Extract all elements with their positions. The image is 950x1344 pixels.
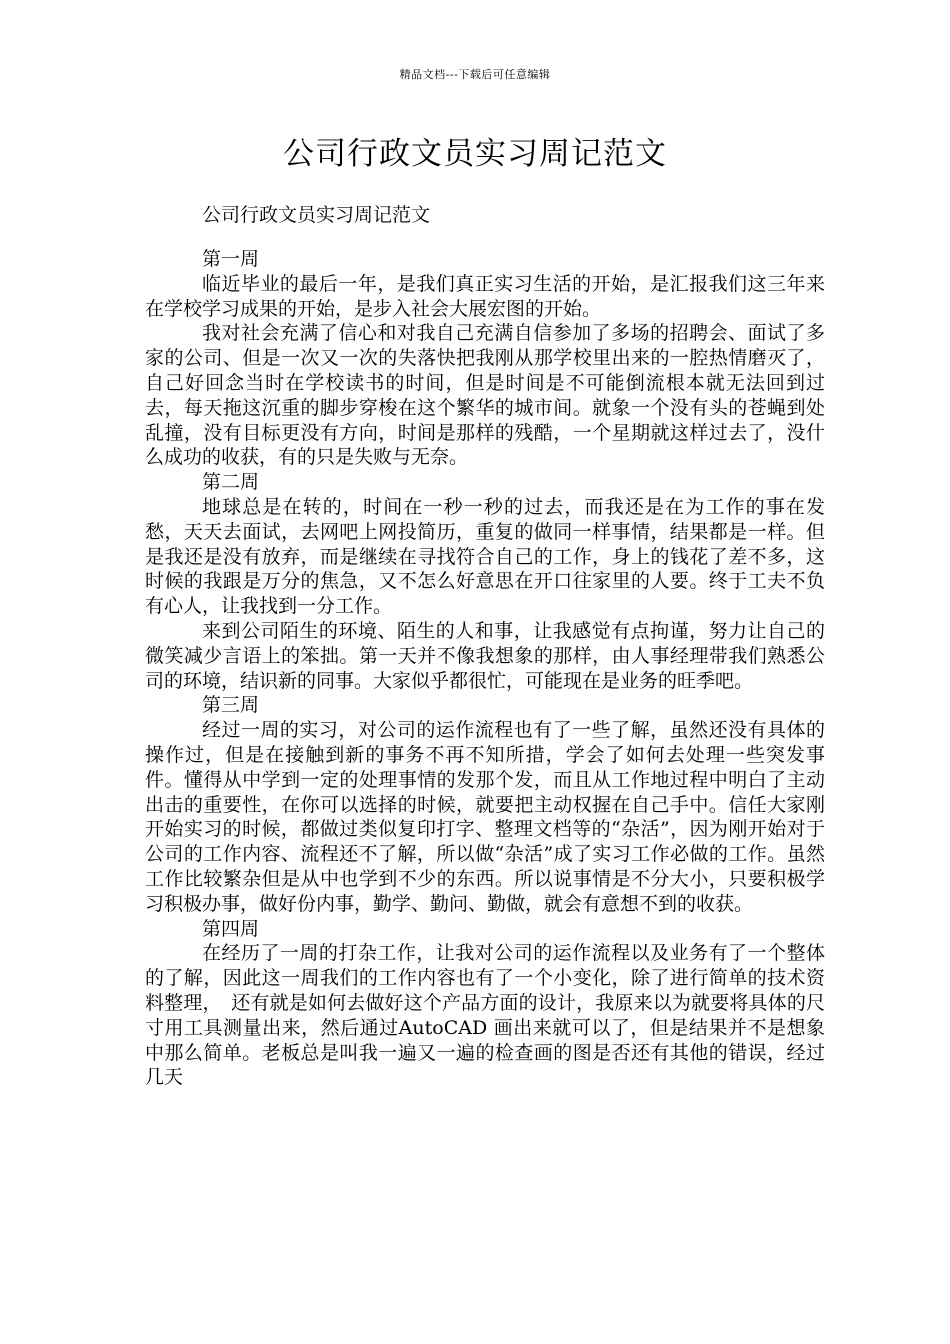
week-heading: 第三周 bbox=[202, 694, 260, 717]
paragraph: 在经历了一周的打杂工作，让我对公司的运作流程以及业务有了一个整体的了解，因此这一周我们的工作内容也有了一个小变化，除了进行简单的技术资料整理， 还有就是如何去做好这个产品方面的设计，我原来以为就要将具体的尺寸用工具测量出来，然后通过AutoCAD 画出来就可以了，但是结果并不是想象中那么简单。老板总是叫我一遍又一遍的检查画的图是否还有其他的错误，经过几天 bbox=[145, 942, 825, 1089]
week-heading: 第一周 bbox=[202, 248, 260, 270]
paragraph: 地球总是在转的，时间在一秒一秒的过去，而我还是在为工作的事在发愁，天天去面试，去网吧上网投简历，重复的做同一样事情，结果都是一样。但是我还是没有放弃，而是继续在寻找符合自己的工作，身上的钱花了差不多，这时候的我跟是万分的焦急，又不怎么好意思在开口往家里的人要。终于工夫不负有心人，让我找到一分工作。 bbox=[145, 495, 825, 618]
paragraph: 经过一周的实习，对公司的运作流程也有了一些了解，虽然还没有具体的操作过，但是在接触到新的事务不再不知所措，学会了如何去处理一些突发事件。懂得从中学到一定的处理事情的发那个发，而且从工作地过程中明白了主动出击的重要性，在你可以选择的时候，就要把主动权握在自己手中。信任大家刚开始实习的时候，都做过类似复印打字、整理文档等的“杂活”，因为刚开始对于公司的工作内容、流程还不了解，所以做“杂活”成了实习工作必做的工作。虽然工作比较繁杂但是从中也学到不少的东西。所以说事情是不分大小，只要积极学习积极办事，做好份内事，勤学、勤问、勤做，就会有意想不到的收获。 bbox=[145, 719, 825, 915]
paragraph: 来到公司陌生的环境、陌生的人和事，让我感觉有点拘谨，努力让自己的微笑减少言语上的笨拙。第一天并不像我想象的那样，由人事经理带我们熟悉公司的环境，结识新的同事。大家似乎都很忙，可能现在是业务的旺季吧。 bbox=[145, 619, 825, 692]
paragraph: 临近毕业的最后一年，是我们真正实习生活的开始，是汇报我们这三年来在学校学习成果的开始，是步入社会大展宏图的开始。 bbox=[145, 272, 825, 320]
document-body bbox=[145, 247, 825, 1090]
document-title: 公司行政文员实习周记范文 bbox=[283, 136, 667, 172]
document-subtitle: 公司行政文员实习周记范文 bbox=[202, 204, 431, 226]
week-heading: 第二周 bbox=[202, 471, 260, 494]
paragraph: 我对社会充满了信心和对我自己充满自信参加了多场的招聘会、面试了多家的公司、但是一次又一次的失落快把我刚从那学校里出来的一腔热情磨灭了，自己好回念当时在学校读书的时间，但是时间是不可能倒流根本就无法回到过去，每天拖这沉重的脚步穿梭在这个繁华的城市间。就象一个没有头的苍蝇到处乱撞，没有目标更没有方向，时间是那样的残酷，一个星期就这样过去了，没什么成功的收获，有的只是失败与无奈。 bbox=[145, 322, 825, 469]
header-note: 精品文档---下载后可任意编辑 bbox=[399, 68, 551, 81]
week-heading: 第四周 bbox=[202, 917, 260, 940]
